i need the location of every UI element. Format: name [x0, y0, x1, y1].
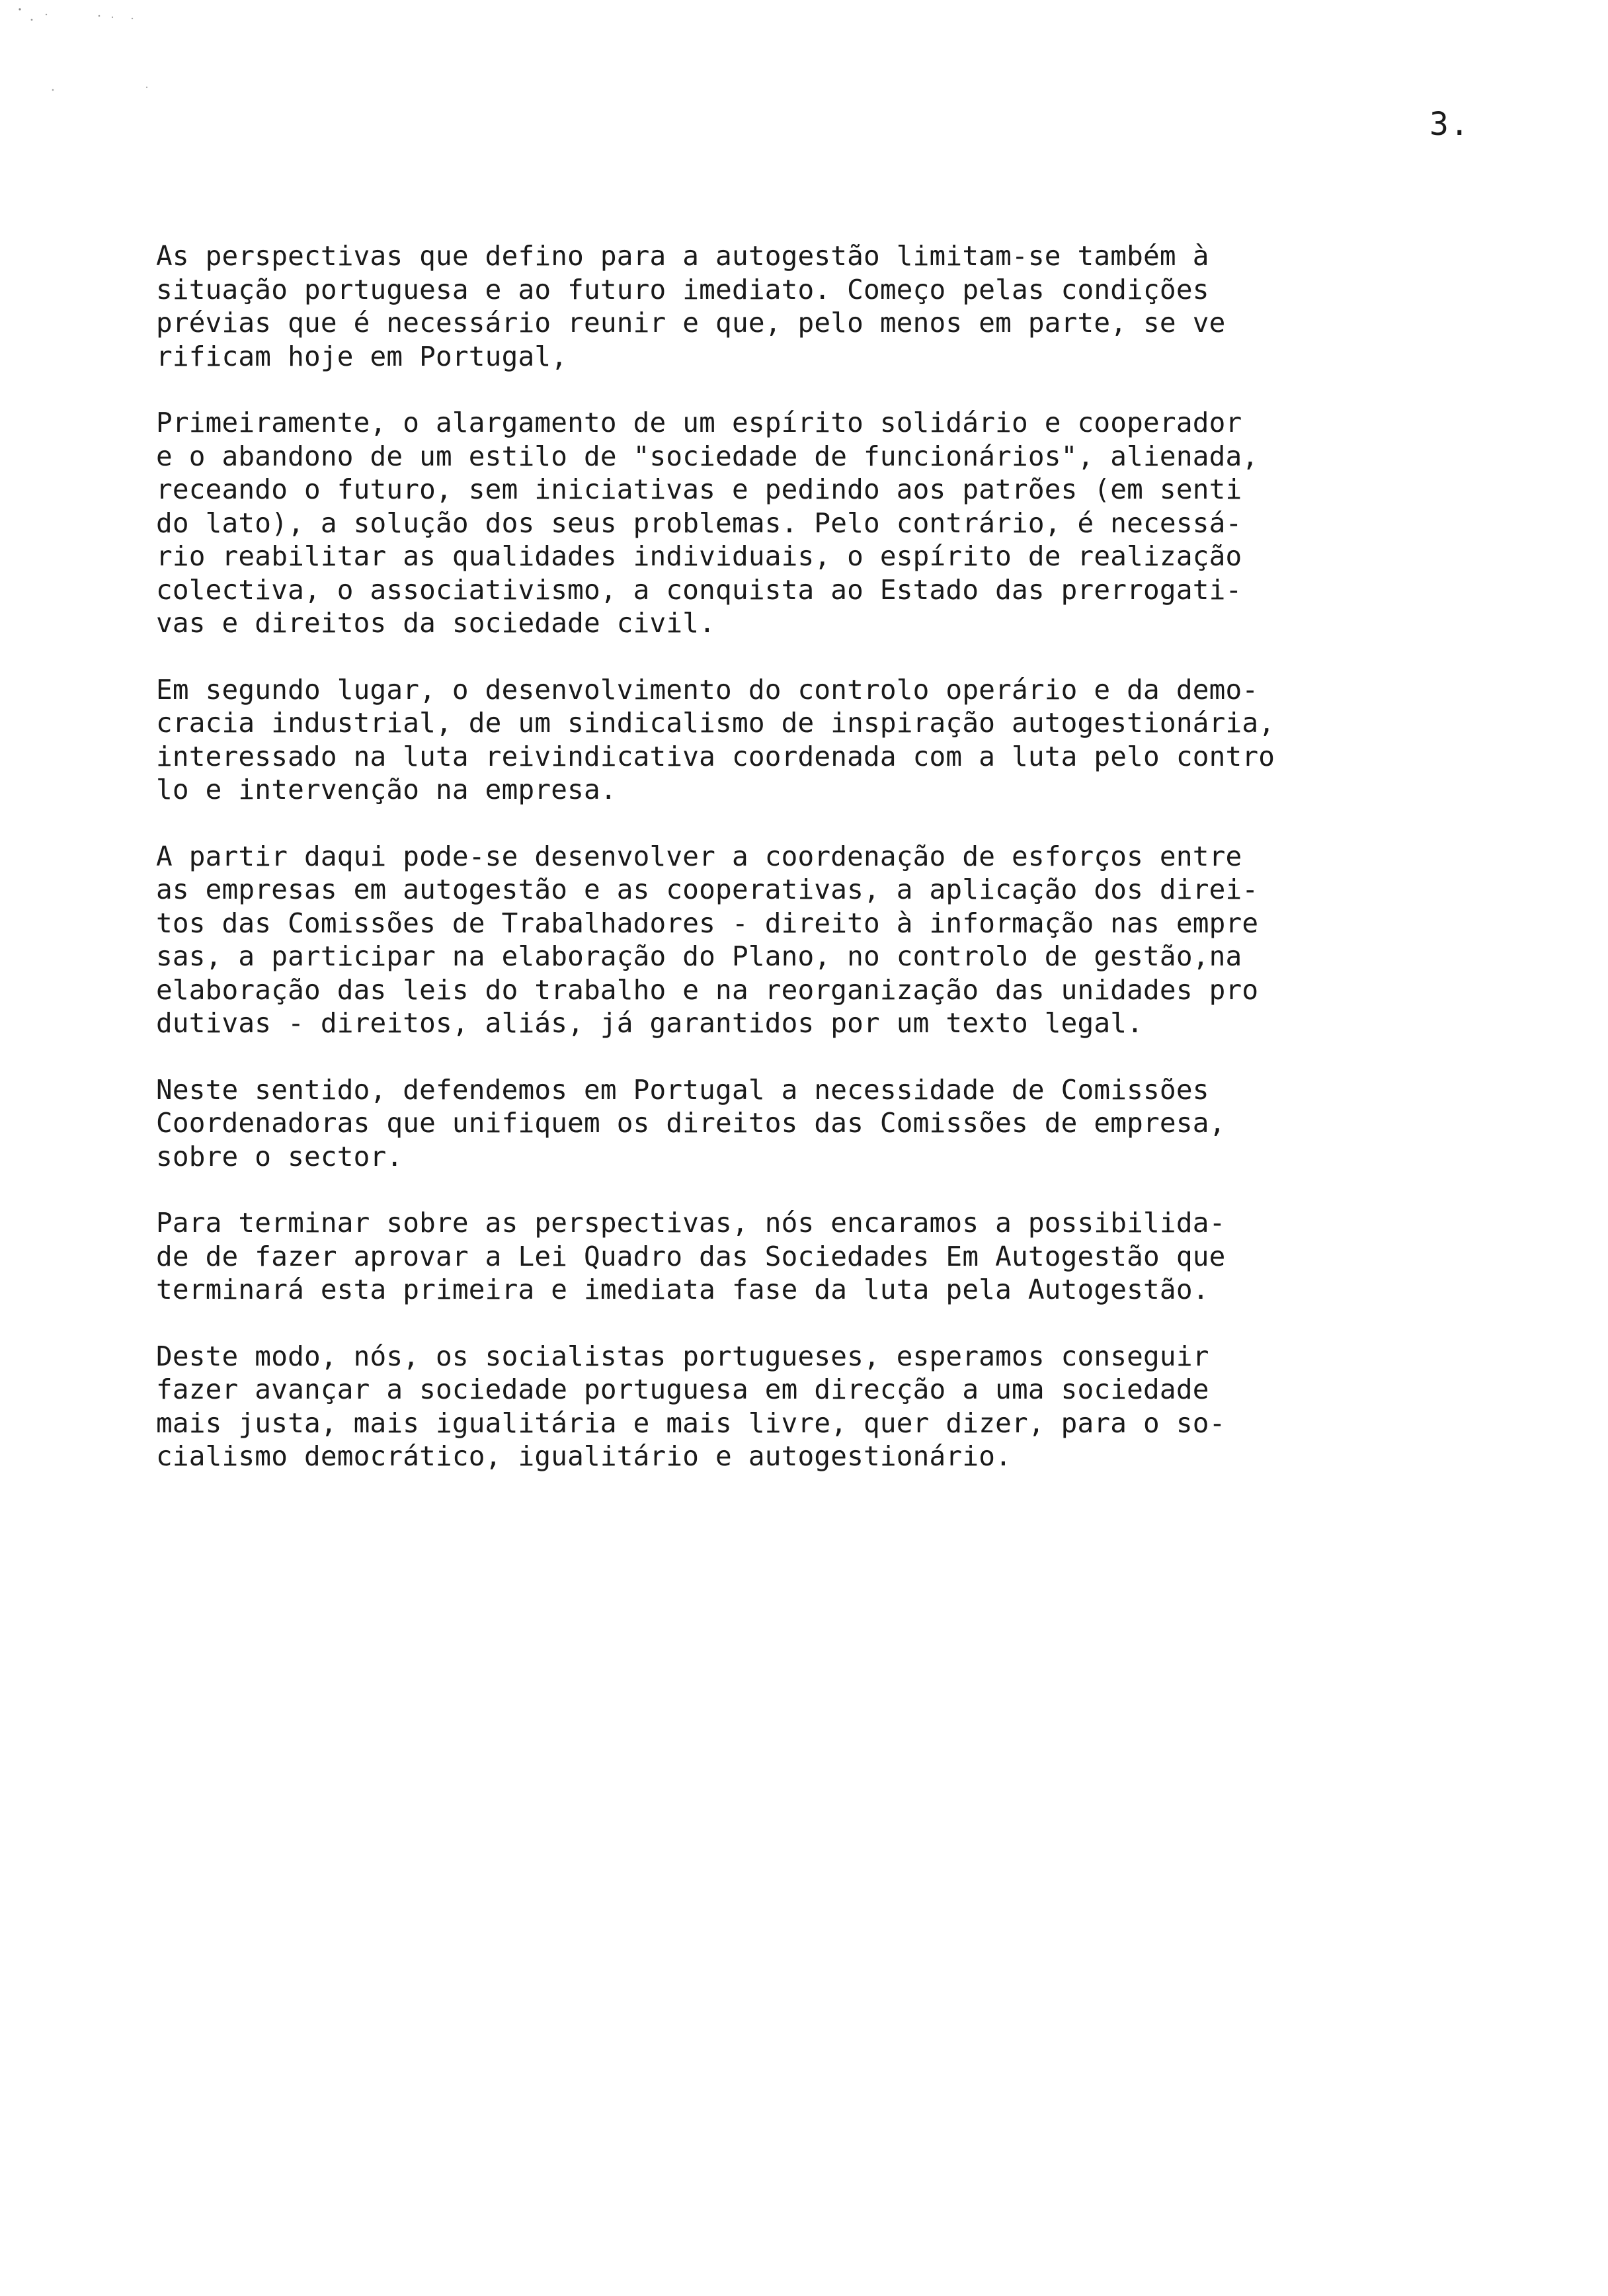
text-line: situação portuguesa e ao futuro imediato. Começo pelas condições [156, 273, 1209, 306]
scan-specks [0, 0, 172, 106]
text-line: interessado na luta reivindicativa coordenada com a luta pelo contro [156, 740, 1275, 772]
text-line: Deste modo, nós, os socialistas portugueses, esperamos conseguir [156, 1340, 1209, 1372]
text-line: e o abandono de um estilo de "sociedade de funcionários", alienada, [156, 440, 1259, 472]
text-line: as empresas em autogestão e as cooperativas, a aplicação dos direi- [156, 874, 1259, 905]
text-line: A partir daqui pode-se desenvolver a coordenação de esforços entre [156, 840, 1242, 872]
page-number: 3. [1429, 106, 1470, 143]
text-line: Coordenadoras que unifiquem os direitos das Comissões de empresa, [156, 1107, 1226, 1139]
text-line: tos das Comissões de Trabalhadores - direito à informação nas empre [156, 907, 1259, 939]
paragraph-coordination [156, 840, 1505, 1040]
text-line: vas e direitos da sociedade civil. [156, 607, 716, 639]
paragraph-second-condition [156, 673, 1505, 807]
text-line: mais justa, mais igualitária e mais livre, quer dizer, para o so- [156, 1407, 1226, 1439]
paragraph-commissions [156, 1073, 1505, 1174]
paragraph-framework-law [156, 1206, 1505, 1307]
text-line: Neste sentido, defendemos em Portugal a necessidade de Comissões [156, 1073, 1209, 1106]
text-line: sas, a participar na elaboração do Plano, no controlo de gestão,na [156, 940, 1242, 972]
paragraph-first-condition [156, 406, 1505, 640]
text-line: do lato), a solução dos seus problemas. Pelo contrário, é necessá- [156, 507, 1242, 539]
text-line: elaboração das leis do trabalho e na reorganização das unidades pro [156, 973, 1259, 1006]
body-text [156, 239, 1505, 1506]
paragraph-perspectives [156, 239, 1505, 373]
text-line: de de fazer aprovar a Lei Quadro das Sociedades Em Autogestão que [156, 1240, 1226, 1272]
text-line: Em segundo lugar, o desenvolvimento do controlo operário e da demo- [156, 673, 1259, 706]
text-line: sobre o sector. [156, 1140, 403, 1172]
paragraph-conclusion [156, 1340, 1505, 1473]
text-line: lo e intervenção na empresa. [156, 774, 617, 805]
text-line: Para terminar sobre as perspectivas, nós encaramos a possibilida- [156, 1207, 1226, 1239]
text-line: terminará esta primeira e imediata fase da luta pela Autogestão. [156, 1274, 1209, 1305]
text-line: cracia industrial, de um sindicalismo de inspiração autogestionária, [156, 707, 1275, 739]
text-line: dutivas - direitos, aliás, já garantidos por um texto legal. [156, 1007, 1144, 1039]
text-line: rificam hoje em Portugal, [156, 340, 568, 372]
text-line: Primeiramente, o alargamento de um espírito solidário e cooperador [156, 407, 1242, 438]
text-line: fazer avançar a sociedade portuguesa em direcção a uma sociedade [156, 1374, 1209, 1405]
text-line: prévias que é necessário reunir e que, pelo menos em parte, se ve [156, 307, 1226, 339]
text-line: As perspectivas que defino para a autogestão limitam-se também à [156, 240, 1209, 272]
text-line: rio reabilitar as qualidades individuais, o espírito de realização [156, 540, 1242, 572]
text-line: cialismo democrático, igualitário e autogestionário. [156, 1440, 1012, 1472]
text-line: colectiva, o associativismo, a conquista ao Estado das prerrogati- [156, 573, 1242, 606]
text-line: receando o futuro, sem iniciativas e pedindo aos patrões (em senti [156, 473, 1242, 505]
